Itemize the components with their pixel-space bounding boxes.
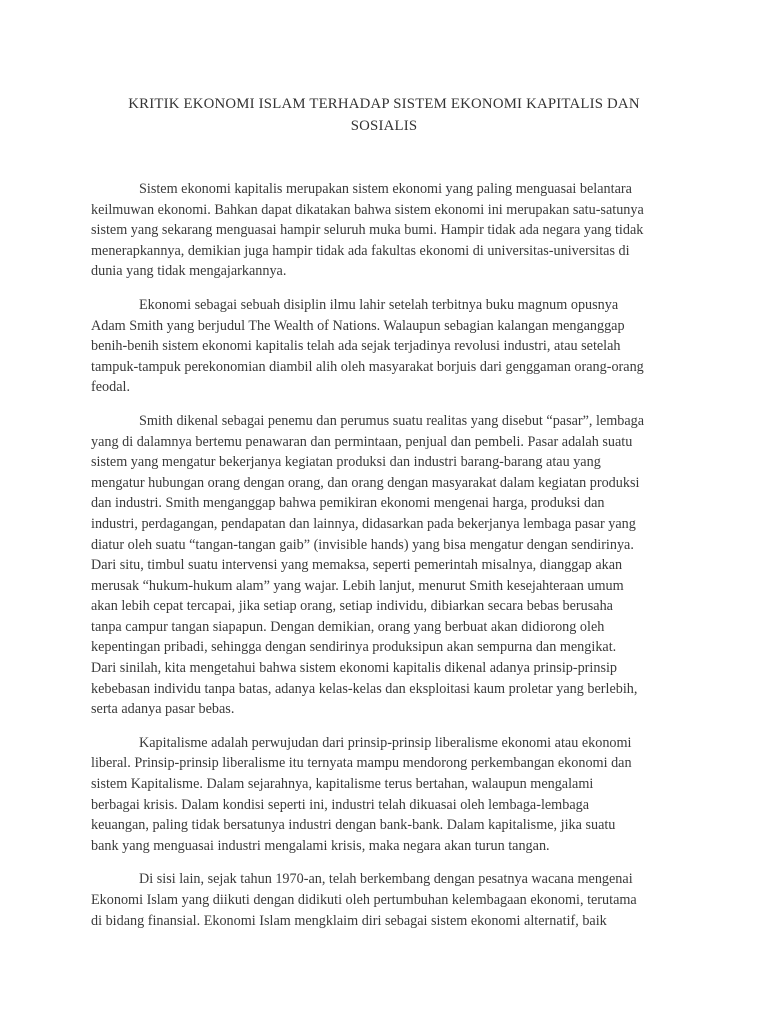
paragraph-line: keuangan, paling tidak bersatunya industri dengan bank-bank. Dalam kapitalisme, jika suatu [91,817,616,834]
paragraph-line: Ekonomi Islam yang diikuti dengan didikuti oleh pertumbuhan kelembagaan ekonomi, terutama [91,892,637,908]
document-body [91,179,679,944]
body-paragraph [91,411,679,720]
document-title [96,93,672,137]
body-paragraph [91,179,679,282]
body-paragraph [91,295,679,398]
paragraph-line: Di sisi lain, sejak tahun 1970-an, telah berkembang dengan pesatnya wacana mengenai [139,871,633,888]
paragraph-line: Smith dikenal sebagai penemu dan perumus suatu realitas yang disebut “pasar”, lembaga [139,412,645,429]
title-line: SOSIALIS [350,118,418,134]
paragraph-line: kepentingan pribadi, sehingga dengan sendirinya produksipun akan sempurna dan mengikat. [91,639,617,656]
paragraph-line: tanpa campur tangan siapapun. Dengan demikian, orang yang berbuat akan didiorong oleh [91,618,605,635]
paragraph-line: liberal. Prinsip-prinsip liberalisme itu ternyata mampu mendorong perkembangan ekonomi dan [91,755,632,772]
paragraph-line: feodal. [91,379,130,396]
paragraph-line: mengatur hubungan orang dengan orang, dan orang dengan masyarakat dalam kegiatan produksi [91,474,640,491]
paragraph-line: dunia yang tidak mengajarkannya. [91,263,287,280]
body-paragraph [91,869,679,931]
paragraph-line: sistem yang mengatur bekerjanya kegiatan produksi dan industri barang-barang atau yang [91,454,601,471]
paragraph-line: akan lebih cepat tercapai, jika setiap orang, setiap individu, dibiarkan secara bebas berusaha [91,598,613,615]
title-line: KRITIK EKONOMI ISLAM TERHADAP SISTEM EKONOMI KAPITALIS DAN [128,96,640,112]
paragraph-line: merusak “hukum-hukum alam” yang wajar. Lebih lanjut, menurut Smith kesejahteraan umum [91,577,624,594]
paragraph-line: sistem yang sekarang menguasai hampir seluruh muka bumi. Hampir tidak ada negara yang tidak [91,222,644,239]
paragraph-line: Ekonomi sebagai sebuah disiplin ilmu lahir setelah terbitnya buku magnum opusnya [139,296,619,313]
paragraph-line: tampuk-tampuk perekonomian diambil alih oleh masyarakat borjuis dari genggaman orang-orang [91,358,644,375]
paragraph-line: bank yang menguasai industri mengalami krisis, maka negara akan turun tangan. [91,837,550,854]
paragraph-line: keilmuwan ekonomi. Bahkan dapat dikatakan bahwa sistem ekonomi ini merupakan satu-satunya [91,201,644,218]
paragraph-line: Dari situ, timbul suatu intervensi yang memaksa, seperti pemerintah misalnya, dianggap akan [91,557,623,574]
paragraph-line: yang di dalamnya bertemu penawaran dan permintaan, penjual dan pembeli. Pasar adalah suatu [91,433,633,450]
paragraph-line: diatur oleh suatu “tangan-tangan gaib” (invisible hands) yang bisa mengatur dengan sendirinya. [91,536,634,553]
paragraph-line: kebebasan individu tanpa batas, adanya kelas-kelas dan eksploitasi kaum proletar yang berlebih, [91,680,638,697]
paragraph-line: Kapitalisme adalah perwujudan dari prinsip-prinsip liberalisme ekonomi atau ekonomi [139,734,632,751]
paragraph-line: menerapkannya, demikian juga hampir tidak ada fakultas ekonomi di universitas-universitas di [91,242,630,259]
paragraph-line: Adam Smith yang berjudul The Wealth of Nations. Walaupun sebagian kalangan menganggap [91,317,625,334]
paragraph-line: serta adanya pasar bebas. [91,701,235,718]
paragraph-line: di bidang finansial. Ekonomi Islam mengklaim diri sebagai sistem ekonomi alternatif, baik [91,912,607,929]
paragraph-line: industri, perdagangan, pendapatan dan lainnya, didasarkan pada bekerjanya lembaga pasar yang [91,515,636,532]
paragraph-line: Sistem ekonomi kapitalis merupakan sistem ekonomi yang paling menguasai belantara [139,181,632,197]
paragraph-line: dan industri. Smith menganggap bahwa pemikiran ekonomi mengenai harga, produksi dan [91,495,605,512]
paragraph-line: sistem Kapitalisme. Dalam sejarahnya, kapitalisme terus bertahan, walaupun mengalami [91,776,594,793]
paragraph-line: benih-benih sistem ekonomi kapitalis telah ada sejak terjadinya revolusi industri, atau setelah [91,338,621,355]
body-paragraph [91,733,679,857]
paragraph-line: Dari sinilah, kita mengetahui bahwa sistem ekonomi kapitalis dikenal adanya prinsip-prinsip [91,660,617,677]
paragraph-line: berbagai krisis. Dalam kondisi seperti ini, industri telah dikuasai oleh lembaga-lembaga [91,796,590,813]
